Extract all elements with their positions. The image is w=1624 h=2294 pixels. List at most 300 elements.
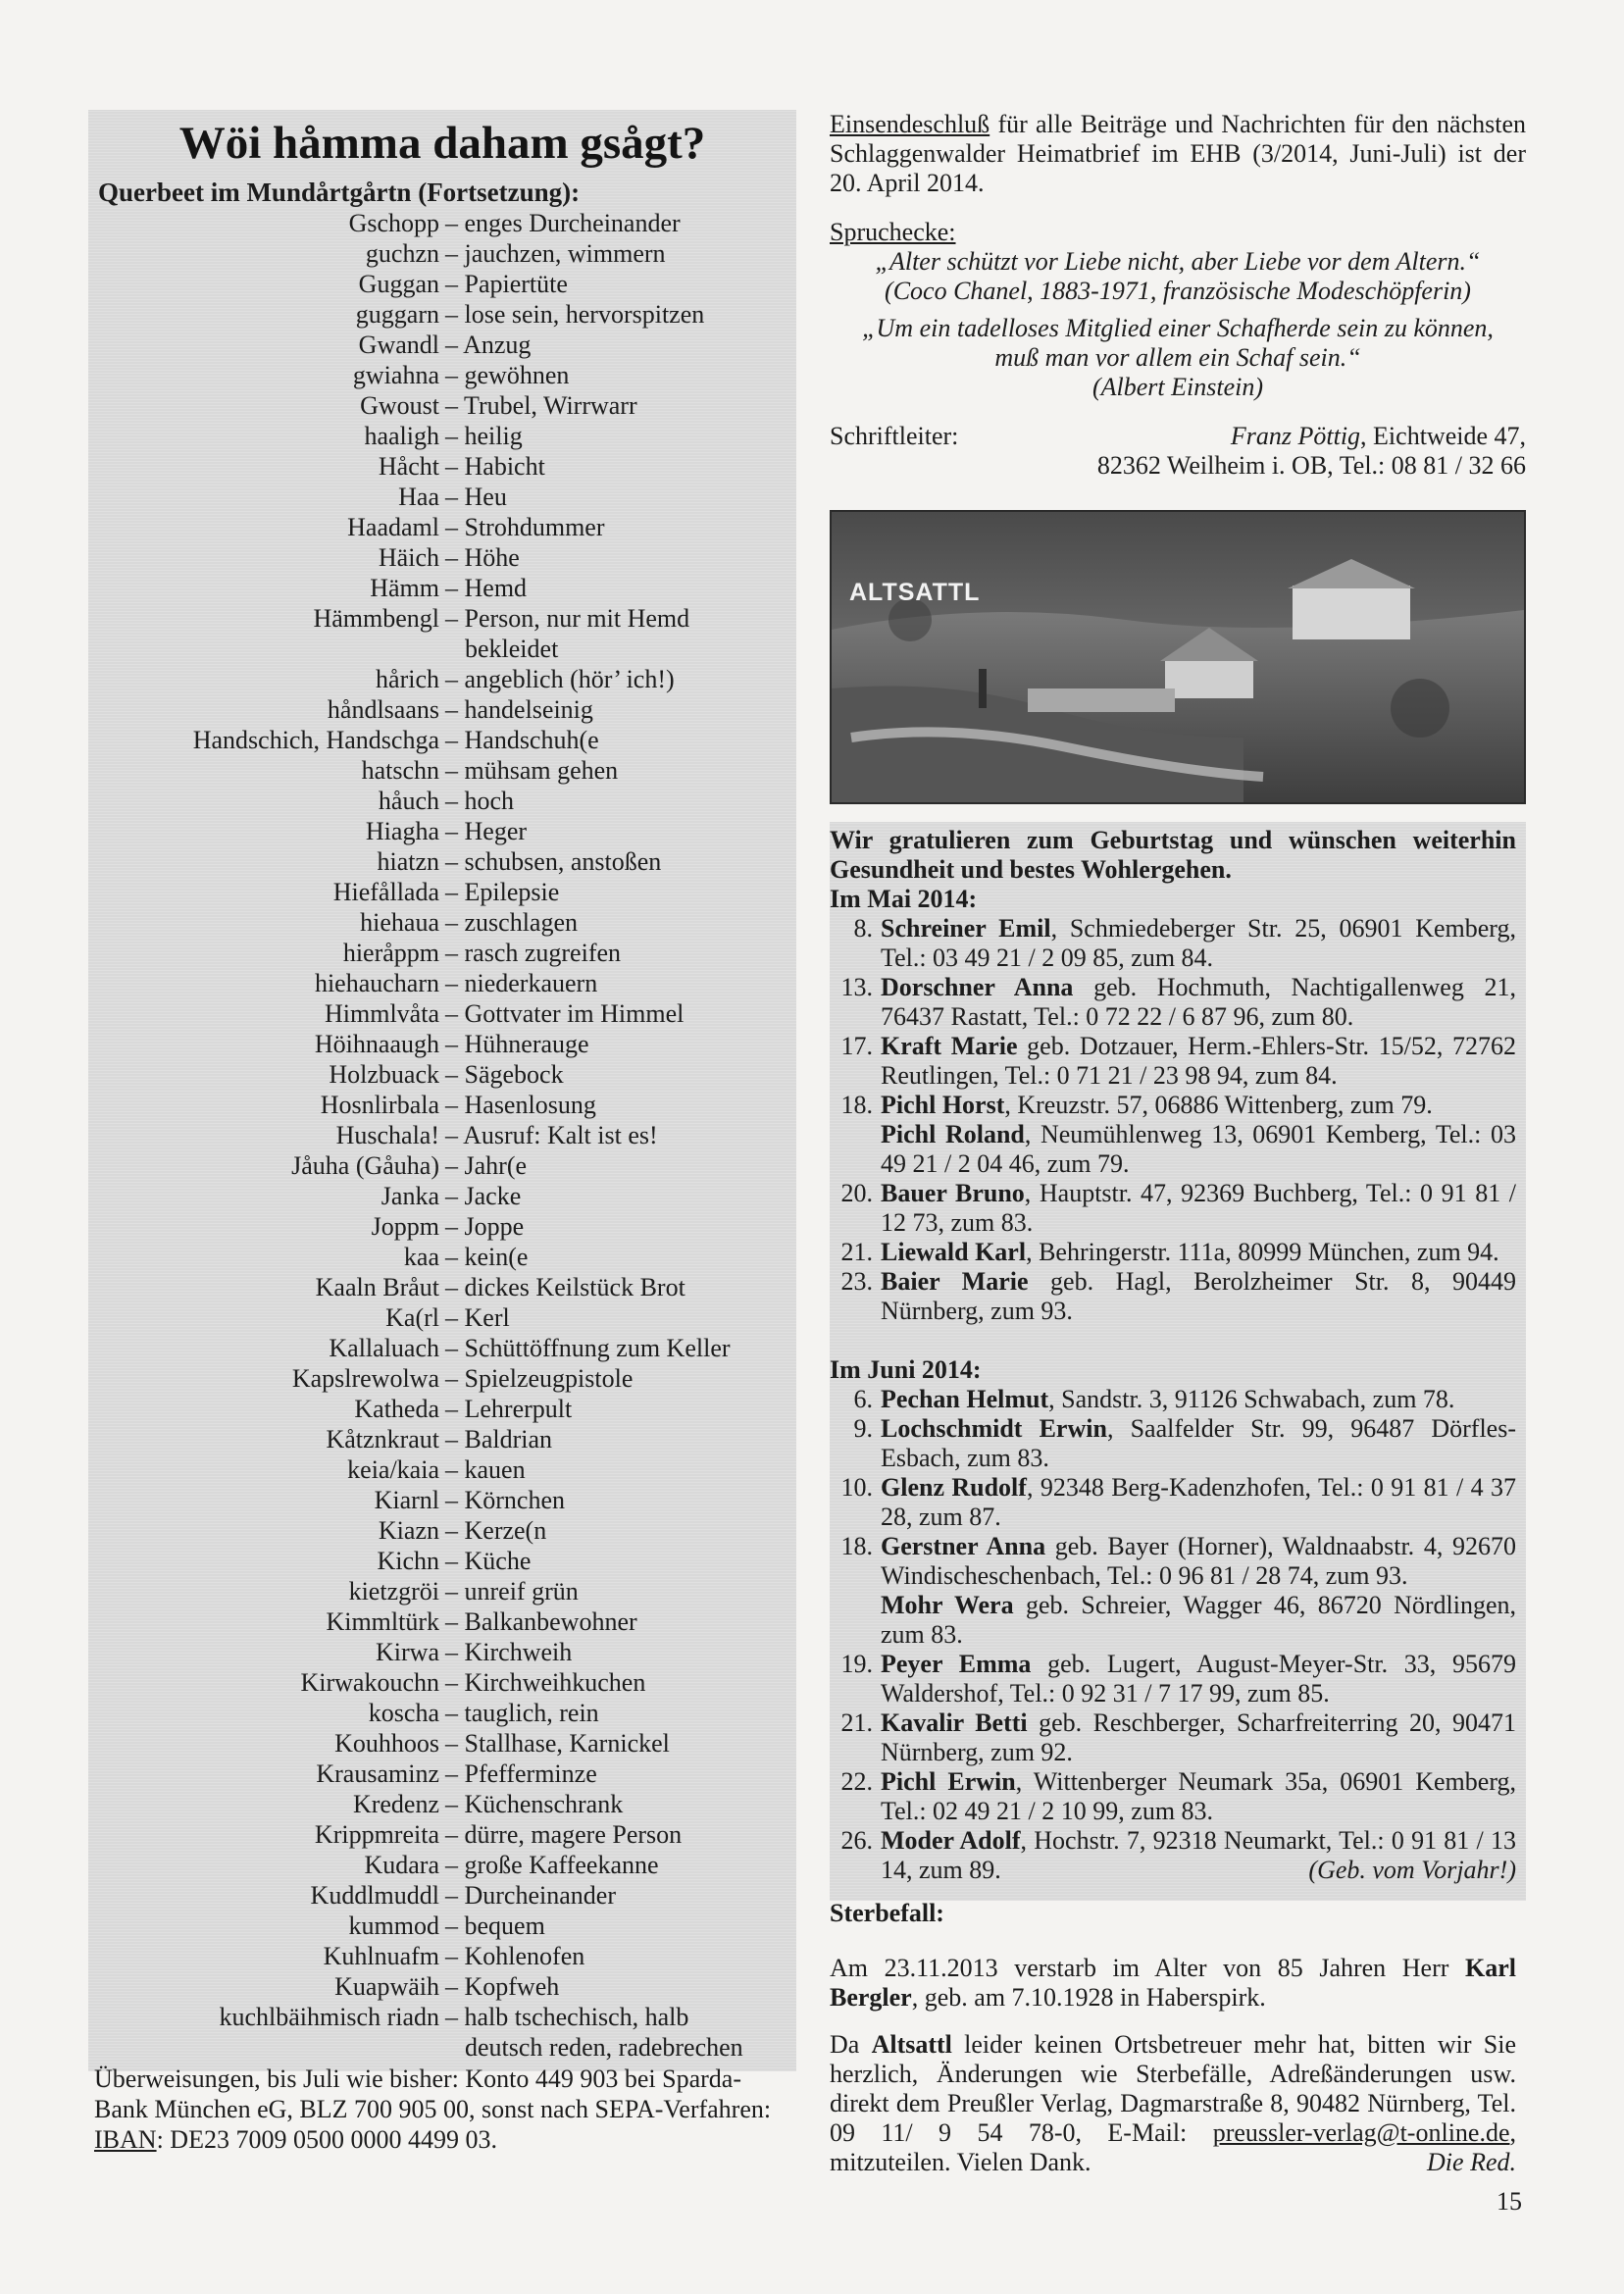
definition-text: – große Kaffeekanne <box>445 1851 659 1879</box>
editor-label: Schriftleiter: <box>830 422 959 450</box>
glossary-row <box>88 1120 796 1150</box>
submission-deadline <box>830 110 1526 198</box>
glossary-row <box>88 1941 796 1971</box>
glossary-term: håuch <box>378 787 439 815</box>
glossary-row <box>88 877 796 907</box>
photo-caption: ALTSATTL <box>849 579 981 606</box>
glossary-row <box>88 1424 796 1454</box>
birthday-entry <box>830 1414 1516 1473</box>
glossary-definition <box>445 208 796 238</box>
glossary-definition <box>445 1333 796 1363</box>
glossary-term: kummod <box>348 1912 439 1940</box>
definition-text: – kauen <box>445 1455 526 1484</box>
glossary-definition <box>445 1911 796 1941</box>
birthday-entry <box>830 1032 1516 1091</box>
glossary-definition <box>445 1150 796 1181</box>
glossary-row <box>88 998 796 1029</box>
definition-text: – Küchenschrank <box>445 1790 624 1818</box>
definition-text: – Küche <box>445 1547 532 1575</box>
glossary-definition <box>445 968 796 998</box>
glossary-term: Handschich, Handschga <box>192 726 439 754</box>
glossary-row <box>88 786 796 816</box>
glossary-definition <box>445 482 796 512</box>
person-name: Baier Marie <box>881 1267 1029 1296</box>
glossary-row <box>88 938 796 968</box>
glossary-term: Ka(rl <box>385 1303 439 1332</box>
birthday-text <box>881 1826 1516 1885</box>
glossary-list <box>88 208 796 2063</box>
glossary-row <box>88 573 796 603</box>
editor-address: , Eichtweide 47, <box>1360 422 1526 450</box>
birthday-text <box>881 1032 1516 1091</box>
glossary-row <box>88 1272 796 1302</box>
glossary-row <box>88 1667 796 1698</box>
glossary-term: hårich <box>376 665 439 693</box>
glossary-term: Kimmltürk <box>326 1607 439 1636</box>
definition-text: – Balkanbewohner <box>445 1607 637 1636</box>
glossary-row <box>88 907 796 938</box>
definition-text: – lose sein, hervorspitzen <box>445 300 705 329</box>
glossary-row <box>88 1880 796 1911</box>
definition-text: – Handschuh(e <box>445 726 599 754</box>
definition-text: – enges Durcheinander <box>445 209 681 237</box>
glossary-term: Höihnaaugh <box>314 1030 439 1058</box>
glossary-row <box>88 1090 796 1120</box>
glossary-definition <box>445 1454 796 1485</box>
glossary-term: Jåuha (Gåuha) <box>291 1151 439 1180</box>
editor-address-line: 82362 Weilheim i. OB, Tel.: 08 81 / 32 66 <box>1096 451 1526 480</box>
glossary-definition <box>445 451 796 482</box>
person-details: , Saalfelder Str. 99, 96487 Dörfles-Esbach, zum 83. <box>881 1414 1516 1472</box>
bank-info-line: Überweisungen, bis Juli wie bisher: Konto 449 903 bei Sparda- <box>94 2065 742 2093</box>
glossary-row <box>88 269 796 299</box>
june-birthdays <box>830 1385 1516 1885</box>
glossary-row <box>88 1759 796 1789</box>
birthday-day: 9. <box>853 1414 873 1443</box>
birthday-text <box>881 1267 1516 1326</box>
glossary-row <box>88 1454 796 1485</box>
definition-text: – Schüttöffnung zum Keller <box>445 1334 731 1362</box>
birthday-day: 26. <box>840 1826 873 1855</box>
glossary-definition <box>445 1637 796 1667</box>
person-details: , Neumühlenweg 13, 06901 Kemberg, Tel.: 03 49 21 / 2 04 46, zum 79. <box>881 1120 1516 1178</box>
glossary-term: Krippmreita <box>314 1820 439 1849</box>
person-name: Glenz Rudolf <box>881 1473 1027 1502</box>
glossary-term: Kredenz <box>352 1790 439 1818</box>
glossary-term: Huschala! <box>335 1121 439 1149</box>
glossary-row <box>88 451 796 482</box>
person-details: geb. Schreier, Wagger 46, 86720 Nördlingen, zum 83. <box>881 1591 1516 1649</box>
person-name: Bauer Bruno <box>881 1179 1025 1207</box>
glossary-row <box>88 1181 796 1211</box>
glossary-definition <box>445 1728 796 1759</box>
glossary-term: Krausaminz <box>316 1759 439 1788</box>
quote-source: (Albert Einstein) <box>1091 373 1263 401</box>
death-heading: Sterbefall: <box>830 1899 944 1927</box>
glossary-definition <box>445 1302 796 1333</box>
definition-text: – tauglich, rein <box>445 1699 599 1727</box>
glossary-definition <box>445 1667 796 1698</box>
person-details: geb. Hochmuth, Nachtigallenweg 21, 76437 Rastatt, Tel.: 0 72 22 / 6 87 96, zum 80. <box>881 973 1516 1031</box>
birthday-entry <box>830 1091 1516 1120</box>
person-name: Kavalir Betti <box>881 1708 1028 1737</box>
person-name: Mohr Wera <box>881 1591 1014 1619</box>
definition-text: – Kirchweih <box>445 1638 573 1666</box>
person-name: Pichl Horst <box>881 1091 1005 1119</box>
definition-text: – Sägebock <box>445 1060 564 1089</box>
glossary-row <box>88 421 796 451</box>
glossary-definition <box>445 786 796 816</box>
glossary-term: Kudara <box>364 1851 439 1879</box>
glossary-term: kaa <box>403 1243 439 1271</box>
glossary-term: håndlsaans <box>327 695 439 724</box>
glossary-row <box>88 1728 796 1759</box>
glossary-definition <box>445 1546 796 1576</box>
contact-note <box>830 2030 1516 2177</box>
contact-text: Da <box>830 2030 872 2059</box>
iban-line <box>94 2124 794 2155</box>
person-details: geb. Dotzauer, Herm.-Ehlers-Str. 15/52, 72762 Reutlingen, Tel.: 0 71 21 / 23 98 94, zum 84. <box>881 1032 1516 1090</box>
glossary-row <box>88 1911 796 1941</box>
definition-text: – rasch zugreifen <box>445 939 622 967</box>
birthday-day: 23. <box>840 1267 873 1296</box>
glossary-definition <box>445 694 796 725</box>
birthday-text <box>881 1591 1516 1650</box>
person-name: Pichl Roland <box>881 1120 1025 1148</box>
birthday-entry <box>830 1473 1516 1532</box>
glossary-definition <box>445 816 796 846</box>
glossary-row <box>88 1029 796 1059</box>
birthday-text <box>881 1238 1516 1267</box>
glossary-row <box>88 330 796 360</box>
definition-text: – jauchzen, wimmern <box>445 239 666 268</box>
bank-info-line: Bank München eG, BLZ 700 905 00, sonst nach SEPA-Verfahren: <box>94 2095 772 2123</box>
definition-text: – halb tschechisch, halb <box>445 2003 689 2031</box>
glossary-definition <box>445 877 796 907</box>
definition-text: – dickes Keilstück Brot <box>445 1273 685 1301</box>
glossary-term: Joppm <box>371 1212 439 1241</box>
birthday-entry <box>830 914 1516 973</box>
person-details: , Behringerstr. 111a, 80999 München, zum 94. <box>1026 1238 1499 1266</box>
definition-text: – Körnchen <box>445 1486 566 1514</box>
glossary-term: Gwandl <box>358 331 439 359</box>
glossary-definition <box>445 1059 796 1090</box>
definition-continuation: bekleidet <box>465 635 559 663</box>
glossary-term: kuchlbäihmisch riadn <box>219 2003 439 2031</box>
birthday-text <box>881 1473 1516 1532</box>
may-birthdays <box>830 914 1516 1326</box>
person-name: Moder Adolf <box>881 1826 1021 1855</box>
glossary-term: kietzgröi <box>348 1577 439 1606</box>
glossary-definition <box>445 846 796 877</box>
definition-text: – schubsen, anstoßen <box>445 847 662 876</box>
glossary-row <box>88 299 796 330</box>
editor-name: Franz Pöttig <box>1230 422 1361 450</box>
person-details: , Schmiedeberger Str. 25, 06901 Kemberg, Tel.: 03 49 21 / 2 09 85, zum 84. <box>881 914 1516 972</box>
glossary-row <box>88 390 796 421</box>
birthday-text <box>881 1767 1516 1826</box>
glossary-row <box>88 694 796 725</box>
definition-text: – Hemd <box>445 574 528 602</box>
glossary-row <box>88 1394 796 1424</box>
glossary-term: Kaaln Bråut <box>315 1273 439 1301</box>
glossary-definition <box>445 1850 796 1880</box>
glossary-term: Janka <box>381 1182 439 1210</box>
glossary-row <box>88 1819 796 1850</box>
person-details: , Kreuzstr. 57, 06886 Wittenberg, zum 79. <box>1004 1091 1433 1119</box>
glossary-row <box>88 664 796 694</box>
glossary-definition <box>445 1971 796 2002</box>
person-details: geb. Hagl, Berolzheimer Str. 8, 90449 Nürnberg, zum 93. <box>881 1267 1516 1325</box>
person-name: Kraft Marie <box>881 1032 1018 1060</box>
glossary-row <box>88 1698 796 1728</box>
birthday-entry <box>830 1120 1516 1179</box>
glossary-term: Häich <box>378 543 439 572</box>
birthday-entry <box>830 1708 1516 1767</box>
definition-text: – kein(e <box>445 1243 529 1271</box>
glossary-row <box>88 2002 796 2063</box>
birthday-entry <box>830 973 1516 1032</box>
birthday-text <box>881 1120 1516 1179</box>
definition-text: – unreif grün <box>445 1577 579 1606</box>
glossary-definition <box>445 1789 796 1819</box>
glossary-row <box>88 1333 796 1363</box>
person-details: geb. Lugert, August-Meyer-Str. 33, 95679 Waldershof, Tel.: 0 92 31 / 7 17 99, zum 85. <box>881 1650 1516 1708</box>
birthday-text <box>881 1708 1516 1767</box>
birthday-day: 19. <box>840 1650 873 1678</box>
definition-text: – dürre, magere Person <box>445 1820 683 1849</box>
glossary-row <box>88 816 796 846</box>
glossary-definition <box>445 238 796 269</box>
glossary-definition <box>445 603 796 664</box>
glossary-row <box>88 1363 796 1394</box>
definition-text: – Kerl <box>445 1303 510 1332</box>
glossary-term: Kåtznkraut <box>326 1425 439 1453</box>
glossary-definition <box>445 542 796 573</box>
birthday-day: 18. <box>840 1532 873 1560</box>
person-details: geb. Bayer (Horner), Waldnaabstr. 4, 92670 Windischeschenbach, Tel.: 0 96 81 / 28 74, zum 93. <box>881 1532 1516 1590</box>
iban-value: : DE23 7009 0500 0000 4499 03. <box>156 2125 497 2154</box>
birthday-entry <box>830 1385 1516 1414</box>
glossary-term: Hiagha <box>365 817 439 845</box>
definition-text: – gewöhnen <box>445 361 570 389</box>
birthday-text <box>881 1650 1516 1708</box>
birthday-entry <box>830 1267 1516 1326</box>
glossary-term: Haa <box>398 483 439 511</box>
definition-text: – Habicht <box>445 452 545 481</box>
page-number: 15 <box>1497 2187 1522 2216</box>
glossary-term: Hiefållada <box>332 878 439 906</box>
glossary-row <box>88 512 796 542</box>
glossary-row <box>88 1850 796 1880</box>
glossary-definition <box>445 664 796 694</box>
glossary-term: gwiahna <box>352 361 439 389</box>
glossary-definition <box>445 1698 796 1728</box>
glossary-term: Hosnlirbala <box>320 1091 439 1119</box>
glossary-definition <box>445 725 796 755</box>
glossary-definition <box>445 1819 796 1850</box>
deadline-label: Einsendeschluß <box>830 110 990 138</box>
death-text: , geb. am 7.10.1928 in Haberspirk. <box>911 1983 1266 2012</box>
glossary-row <box>88 542 796 573</box>
birthday-entry <box>830 1650 1516 1708</box>
definition-text: – mühsam gehen <box>445 756 619 785</box>
glossary-term: hieråppm <box>342 939 439 967</box>
entry-note: (Geb. vom Vorjahr!) <box>1308 1856 1516 1884</box>
definition-text: – Spielzeugpistole <box>445 1364 634 1393</box>
glossary-definition <box>445 1424 796 1454</box>
glossary-term: guchzn <box>365 239 439 268</box>
quote-line: „Um ein tadelloses Mitglied einer Schafherde sein zu können, <box>862 314 1494 342</box>
glossary-term: Kiarnl <box>374 1486 439 1514</box>
birthday-day: 20. <box>840 1179 873 1207</box>
glossary-row <box>88 482 796 512</box>
definition-text: – Heger <box>445 817 528 845</box>
editorial-signature: Die Red. <box>1427 2148 1516 2176</box>
definition-text: – Kerze(n <box>445 1516 547 1545</box>
birthday-text <box>881 1532 1516 1591</box>
definition-text: – Epilepsie <box>445 878 560 906</box>
person-name: Lochschmidt Erwin <box>881 1414 1107 1443</box>
glossary-row <box>88 725 796 755</box>
definition-text: – Jacke <box>445 1182 522 1210</box>
glossary-term: Hämmbengl <box>313 604 439 633</box>
glossary-row <box>88 1637 796 1667</box>
glossary-term: Hämm <box>370 574 439 602</box>
glossary-definition <box>445 2002 796 2063</box>
birthday-day: 21. <box>840 1238 873 1266</box>
glossary-row <box>88 1302 796 1333</box>
glossary-row <box>88 968 796 998</box>
glossary-row <box>88 1515 796 1546</box>
glossary-term: Kapslrewolwa <box>291 1364 439 1393</box>
birthday-day: 8. <box>853 914 873 943</box>
glossary-term: Holzbuack <box>329 1060 439 1089</box>
glossary-term: Kichn <box>377 1547 439 1575</box>
definition-text: – Lehrerpult <box>445 1395 573 1423</box>
email-link[interactable]: preussler-verlag@t-online.de <box>1212 2118 1510 2147</box>
glossary-definition <box>445 360 796 390</box>
person-name: Pichl Erwin <box>881 1767 1016 1796</box>
glossary-term: hiehaucharn <box>314 969 439 997</box>
person-name: Schreiner Emil <box>881 914 1051 943</box>
photo-illustration <box>832 512 1524 802</box>
glossary-row <box>88 238 796 269</box>
glossary-row <box>88 1242 796 1272</box>
definition-text: – Gottvater im Himmel <box>445 999 685 1028</box>
glossary-row <box>88 846 796 877</box>
quote-source: (Coco Chanel, 1883-1971, französische Modeschöpferin) <box>885 277 1471 305</box>
person-name: Dorschner Anna <box>881 973 1074 1001</box>
birthday-day: 17. <box>840 1032 873 1060</box>
glossary-row <box>88 1971 796 2002</box>
month-heading: Im Juni 2014: <box>830 1355 982 1384</box>
person-details: geb. Reschberger, Scharfreiterring 20, 90471 Nürnberg, zum 92. <box>881 1708 1516 1766</box>
death-name: Karl Bergler <box>830 1954 1516 2012</box>
glossary-term: Haadaml <box>347 513 439 541</box>
contact-place: Altsattl <box>871 2030 952 2059</box>
glossary-term: Gwoust <box>360 391 439 420</box>
glossary-title: Wöi håmma daham gsågt? <box>178 118 706 169</box>
birthday-day: 10. <box>840 1473 873 1502</box>
editor-info <box>830 422 1526 481</box>
bank-info <box>94 2064 794 2155</box>
glossary-definition <box>445 1759 796 1789</box>
glossary-term: koscha <box>368 1699 439 1727</box>
glossary-definition <box>445 512 796 542</box>
person-details: , Wittenberger Neumark 35a, 06901 Kemberg, Tel.: 02 49 21 / 2 10 99, zum 83. <box>881 1767 1517 1825</box>
glossary-row <box>88 1576 796 1606</box>
definition-text: – Kohlenofen <box>445 1942 585 1970</box>
person-details: , Hochstr. 7, 92318 Neumarkt, Tel.: 0 91 81 / 13 14, zum 89. <box>881 1826 1516 1884</box>
definition-text: – bequem <box>445 1912 545 1940</box>
glossary-term: Håcht <box>378 452 439 481</box>
birthday-entry <box>830 1532 1516 1591</box>
glossary-definition <box>445 1485 796 1515</box>
glossary-definition <box>445 299 796 330</box>
person-details: , 92348 Berg-Kadenzhofen, Tel.: 0 91 81 / 4 37 28, zum 87. <box>881 1473 1516 1531</box>
glossary-definition <box>445 1181 796 1211</box>
contact-text: leider keinen Ortsbetreuer mehr hat, bitten wir Sie herzlich, Änderungen wie Sterbefälle, Adreßänderungen usw. direkt dem Preußler Verlag, Dagmarstraße 8, 90482 Nürnberg, Tel. 09 11/ 9 54 78-0, E-Mail: <box>830 2030 1516 2147</box>
definition-text: – angeblich (hör’ ich!) <box>445 665 675 693</box>
definition-text: – Jahr(e <box>445 1151 528 1180</box>
birthday-entry <box>830 1179 1516 1238</box>
glossary-row <box>88 360 796 390</box>
birthday-text <box>881 1179 1516 1238</box>
definition-text: – Kirchweihkuchen <box>445 1668 646 1697</box>
definition-text: – hoch <box>445 787 515 815</box>
birthday-section <box>830 826 1516 2203</box>
definition-text: – heilig <box>445 422 523 450</box>
deadline-text: für alle Beiträge und Nachrichten für den nächsten Schlaggenwalder Heimatbrief im EHB (3/2014, Juni-Juli) ist der 20. April 2014. <box>830 110 1526 197</box>
glossary-term: Guggan <box>358 270 439 298</box>
glossary-definition <box>445 1090 796 1120</box>
iban-label: IBAN <box>94 2125 157 2154</box>
birthday-intro: Wir gratulieren zum Geburtstag und wünschen weiterhin Gesundheit und bestes Wohlergehen. <box>830 826 1516 884</box>
definition-text: – Durcheinander <box>445 1881 616 1910</box>
glossary-row <box>88 208 796 238</box>
person-name: Peyer Emma <box>881 1650 1032 1678</box>
glossary-row <box>88 1485 796 1515</box>
definition-text: – Hasenlosung <box>445 1091 596 1119</box>
birthday-entry <box>830 1591 1516 1650</box>
glossary-definition <box>445 1242 796 1272</box>
birthday-entry <box>830 1826 1516 1885</box>
glossary-term: haaligh <box>364 422 439 450</box>
glossary-definition <box>445 1576 796 1606</box>
glossary-term: Kirwakouchn <box>300 1668 439 1697</box>
birthday-day: 18. <box>840 1091 873 1119</box>
definition-text: – Strohdummer <box>445 513 605 541</box>
quote-line: „Alter schützt vor Liebe nicht, aber Liebe vor dem Altern.“ <box>875 247 1481 276</box>
birthday-day <box>830 1120 881 1179</box>
definition-text: – Person, nur mit Hemd <box>445 604 690 633</box>
glossary-term: Kallaluach <box>329 1334 439 1362</box>
glossary-term: guggarn <box>355 300 439 329</box>
quote-corner <box>830 218 1526 402</box>
birthday-day: 22. <box>840 1767 873 1796</box>
person-name: Gerstner Anna <box>881 1532 1046 1560</box>
definition-text: – handelseinig <box>445 695 593 724</box>
glossary-definition <box>445 1272 796 1302</box>
glossary-row <box>88 603 796 664</box>
glossary-row <box>88 755 796 786</box>
definition-continuation: deutsch reden, radebrechen <box>465 2033 743 2062</box>
glossary-definition <box>445 938 796 968</box>
glossary-row <box>88 1211 796 1242</box>
glossary-definition <box>445 390 796 421</box>
definition-text: – Heu <box>445 483 507 511</box>
